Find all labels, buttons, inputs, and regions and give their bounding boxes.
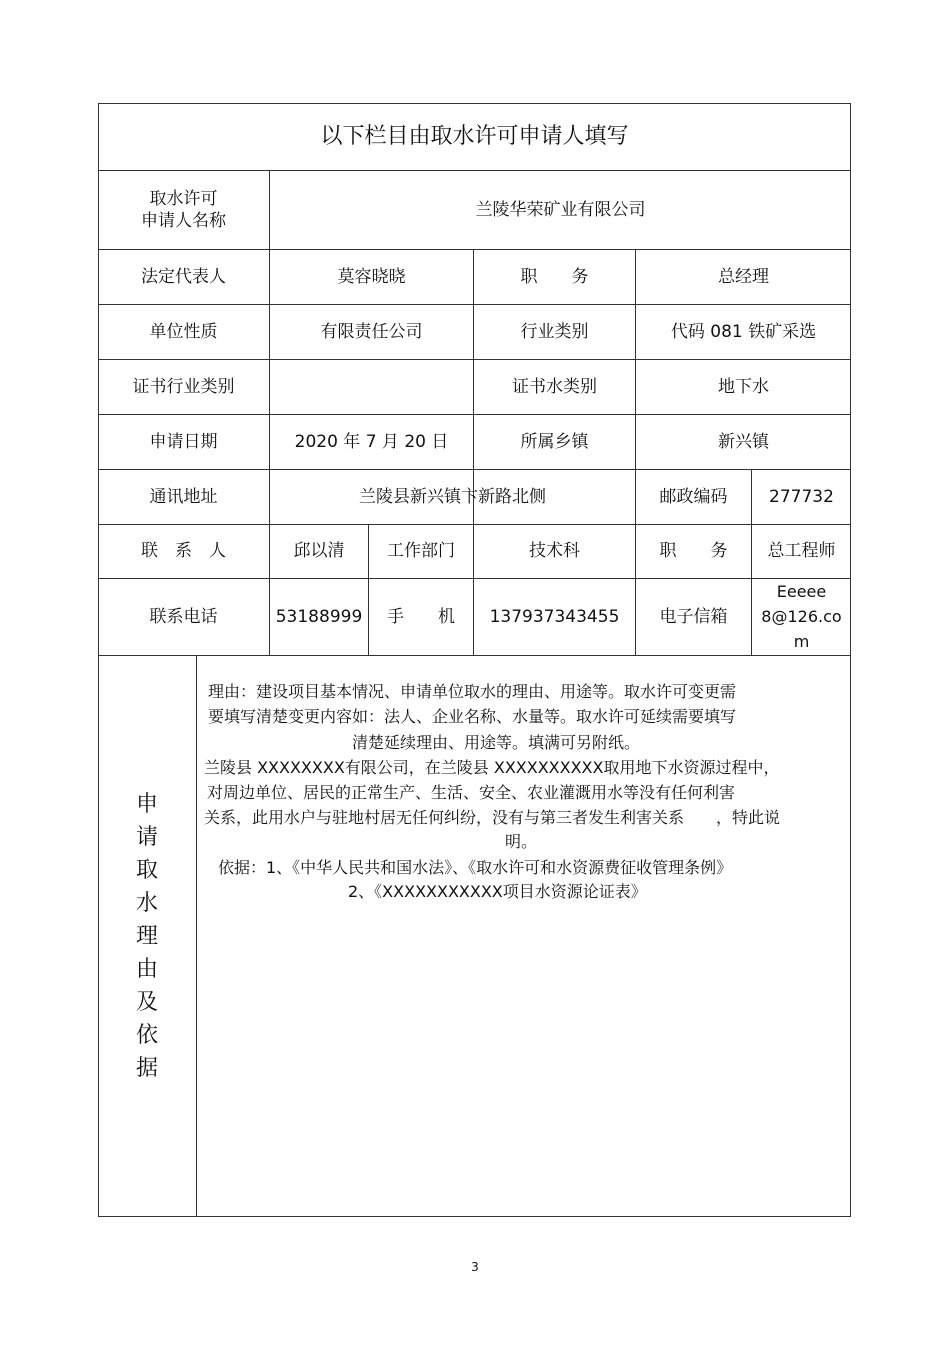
reason-line: 关系，此用水户与驻地村居无任何纠纷，没有与第三者发生利害关系 ，特此说 (204, 808, 781, 827)
contact-position-label: 职 务 (659, 541, 728, 561)
position-value: 总经理 (718, 266, 769, 287)
reason-label-char: 水 (135, 890, 158, 916)
reason-line: 理由：建设项目基本情况、申请单位取水的理由、用途等。取水许可变更需 (208, 682, 737, 701)
form-title: 以下栏目由取水许可申请人填写 (320, 123, 629, 149)
legal-rep-value: 莫容晓晓 (337, 266, 406, 287)
postcode-label: 邮政编码 (659, 486, 728, 507)
cert-water-label: 证书水类别 (512, 376, 597, 397)
industry-value: 代码 081 铁矿采选 (670, 321, 817, 342)
town-value: 新兴镇 (718, 431, 769, 452)
reason-label-char: 申 (135, 791, 158, 817)
address-label: 通讯地址 (149, 486, 218, 507)
apply-date-label: 申请日期 (149, 431, 218, 452)
phone-value: 53188999 (275, 606, 363, 627)
column-divider (196, 655, 197, 1217)
reason-line: 依据：1、《中华人民共和国水法》、《取水许可和水资源费征收管理条例》 (218, 858, 733, 877)
contact-label: 联 系 人 (141, 541, 226, 561)
unit-nature-value: 有限责任公司 (320, 321, 423, 342)
reason-line: 2、《XXXXXXXXXXX项目水资源论证表》 (348, 882, 647, 901)
page-number: 3 (471, 1260, 479, 1274)
town-label: 所属乡镇 (520, 431, 589, 452)
applicant-name-value: 兰陵华荣矿业有限公司 (475, 199, 646, 220)
reason-label-char: 由 (135, 956, 158, 982)
reason-section-label (98, 655, 196, 1217)
mobile-label: 手 机 (387, 606, 455, 627)
email-label: 电子信箱 (659, 606, 728, 627)
reason-label-char: 理 (135, 923, 158, 949)
reason-line: 要填写清楚变更内容如：法人、企业名称、水量等。取水许可延续需要填写 (208, 707, 737, 726)
reason-label-char: 依 (135, 1022, 158, 1048)
dept-label: 工作部门 (387, 541, 455, 561)
reason-label-char: 据 (135, 1055, 158, 1081)
address-value: 兰陵县新兴镇卞新路北侧 (359, 486, 546, 507)
reason-label-char: 请 (135, 824, 158, 850)
applicant-name-label: 取水许可 申请人名称 (141, 188, 226, 231)
reason-line: 对周边单位、居民的正常生产、生活、安全、农业灌溉用水等没有任何利害 (207, 783, 736, 802)
reason-line: 兰陵县 XXXXXXXX有限公司，在兰陵县 XXXXXXXXXX取用地下水资源过程中， (204, 758, 780, 777)
legal-rep-label: 法定代表人 (141, 266, 226, 287)
industry-label: 行业类别 (520, 321, 589, 342)
apply-date-value: 2020 年 7 月 20 日 (294, 431, 449, 452)
contact-position-value: 总工程师 (767, 541, 836, 561)
reason-label-char: 及 (135, 989, 158, 1015)
reason-line: 清楚延续理由、用途等。填满可另附纸。 (352, 733, 641, 752)
row-divider (98, 655, 851, 656)
cert-industry-label: 证书行业类别 (132, 376, 235, 397)
contact-value: 邱以清 (293, 541, 345, 561)
email-value: Eeeee 8@126.co m (761, 582, 842, 651)
position-label: 职 务 (520, 266, 589, 287)
cert-water-value: 地下水 (718, 376, 769, 397)
mobile-value: 137937343455 (489, 606, 620, 627)
reason-label-char: 取 (135, 857, 158, 883)
reason-line: 明。 (505, 832, 538, 851)
cert-industry-value (270, 359, 473, 414)
unit-nature-label: 单位性质 (149, 321, 218, 342)
phone-label: 联系电话 (149, 606, 218, 627)
dept-value: 技术科 (529, 541, 580, 561)
postcode-value: 277732 (769, 486, 834, 507)
